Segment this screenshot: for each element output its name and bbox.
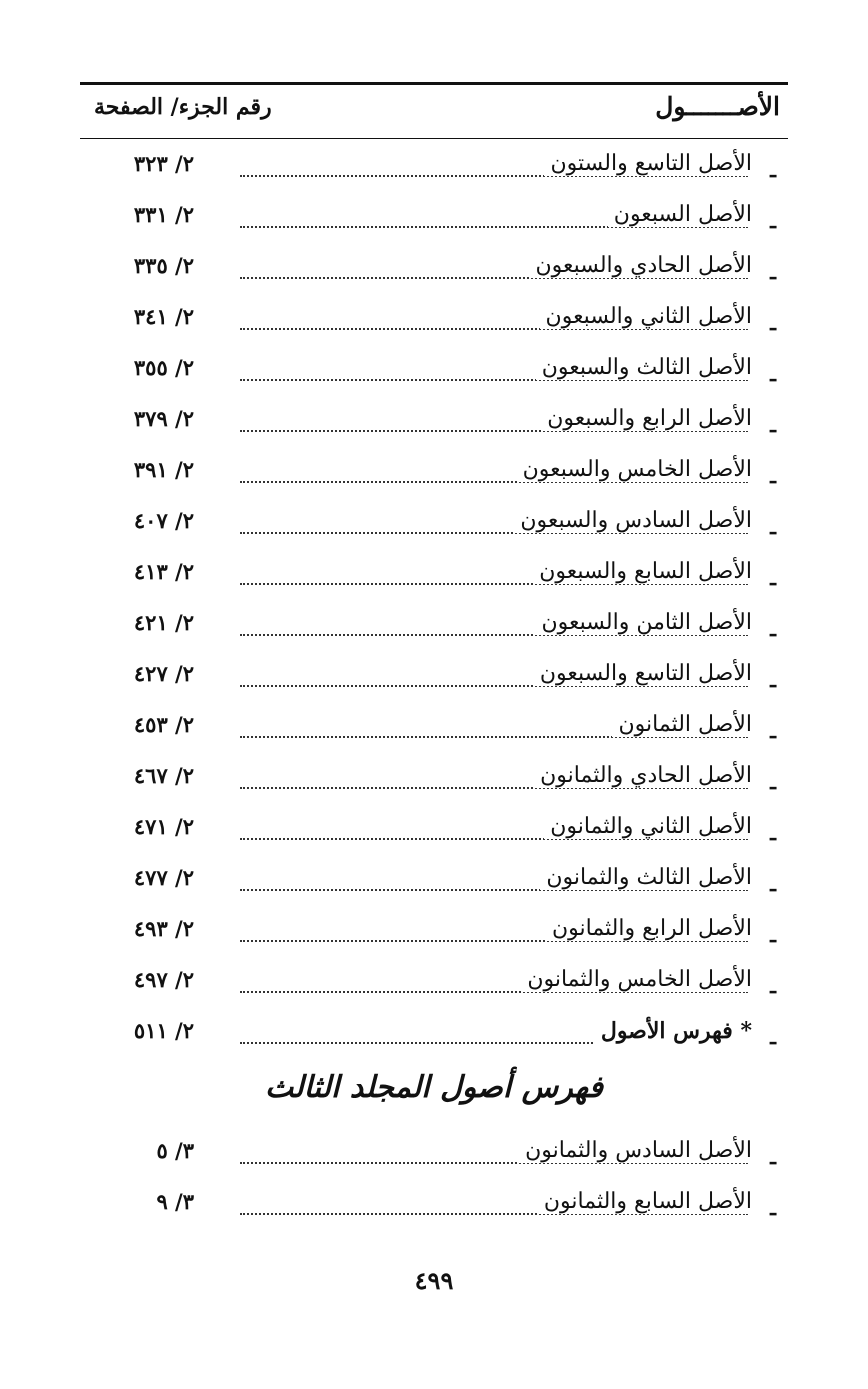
entry-volume-page: ٢/ ٤٥٣ [133, 712, 194, 737]
entry-bullet: ـ [770, 770, 776, 794]
entry-bullet: ـ [770, 1145, 776, 1169]
entry-volume-page: ٢/ ٤١٣ [133, 559, 194, 584]
entry-title: الأصل الثاني والسبعون [540, 304, 752, 329]
entry-volume-page: ٢/ ٣٤١ [133, 304, 194, 329]
section-heading-volume-3: فهرس أصول المجلد الثالث [265, 1070, 603, 1105]
entry-volume-page: ٢/ ٣٥٥ [133, 355, 194, 380]
column-header-principles: الأصـــــــول [655, 92, 780, 121]
entry-bullet: ـ [770, 311, 776, 335]
column-header-volume-page: رقم الجزء/ الصفحة [94, 94, 272, 120]
entry-bullet: ـ [770, 821, 776, 845]
entry-volume-page: ٢/ ٤٢١ [133, 610, 194, 635]
index-entry [80, 808, 788, 859]
entry-volume-page: ٢/ ٣٢٣ [133, 151, 194, 176]
entry-title: الأصل الرابع والثمانون [546, 916, 752, 941]
index-entry [80, 910, 788, 961]
entry-title: الأصل الثاني والثمانون [544, 814, 752, 839]
entry-volume-page: ٢/ ٤٢٧ [133, 661, 194, 686]
entry-title: الأصل السابع والثمانون [538, 1189, 752, 1214]
index-entry [80, 349, 788, 400]
index-entry [80, 604, 788, 655]
index-entry [80, 196, 788, 247]
entry-volume-page: ٢/ ٤٠٧ [133, 508, 194, 533]
entry-title: الأصل الثامن والسبعون [535, 610, 752, 635]
entry-volume-page: ٢/ ٤٦٧ [133, 763, 194, 788]
entry-bullet: ـ [770, 1025, 776, 1049]
entry-title: الأصل الحادي والثمانون [534, 763, 752, 788]
entry-title: الأصل الحادي والسبعون [529, 253, 752, 278]
entry-bullet: ـ [770, 413, 776, 437]
entry-bullet: ـ [770, 260, 776, 284]
entry-bullet: ـ [770, 668, 776, 692]
header-rule [80, 138, 788, 139]
entry-bullet: ـ [770, 566, 776, 590]
index-entry [80, 298, 788, 349]
index-list-volume-3 [80, 1132, 788, 1234]
entry-bullet: ـ [770, 719, 776, 743]
entry-bullet: ـ [770, 362, 776, 386]
entry-title: الأصل السابع والسبعون [533, 559, 752, 584]
index-entry [80, 961, 788, 1012]
index-entry [80, 247, 788, 298]
entry-bullet: ـ [770, 1196, 776, 1220]
entry-title: الأصل الرابع والسبعون [541, 406, 752, 431]
index-entry [80, 145, 788, 196]
top-rule [80, 82, 788, 85]
entry-volume-page: ٢/ ٤٧٧ [133, 865, 194, 890]
entry-title: الأصل التاسع والسبعون [534, 661, 752, 686]
entry-title: الأصل الخامس والثمانون [521, 967, 752, 992]
entry-title: الأصل السادس والثمانون [519, 1138, 752, 1163]
entry-volume-page: ٢/ ٣٣١ [133, 202, 194, 227]
entry-volume-page: ٢/ ٤٩٧ [133, 967, 194, 992]
entry-bullet: ـ [770, 158, 776, 182]
index-entry [80, 1132, 788, 1183]
entry-bullet: ـ [770, 464, 776, 488]
index-entry [80, 400, 788, 451]
entry-volume-page: ٢/ ٣٣٥ [133, 253, 194, 278]
entry-volume-page: ٢/ ٤٩٣ [133, 916, 194, 941]
entry-bullet: ـ [770, 923, 776, 947]
entry-title: الأصل التاسع والستون [544, 151, 752, 176]
index-entry [80, 859, 788, 910]
page-number: ٤٩٩ [414, 1266, 454, 1295]
index-entry [80, 706, 788, 757]
entry-volume-page: ٢/ ٣٩١ [133, 457, 194, 482]
entry-title: الأصل الخامس والسبعون [517, 457, 752, 482]
entry-title: الأصل السادس والسبعون [514, 508, 752, 533]
entry-bullet: ـ [770, 974, 776, 998]
index-entry [80, 502, 788, 553]
index-list-volume-2 [80, 145, 788, 1063]
entry-volume-page: ٣/ ٩ [156, 1189, 194, 1214]
index-entry [80, 1012, 788, 1063]
entry-title: الأصل الثالث والثمانون [540, 865, 752, 890]
entry-volume-page: ٢/ ٤٧١ [133, 814, 194, 839]
entry-bullet: ـ [770, 209, 776, 233]
entry-volume-page: ٢/ ٣٧٩ [133, 406, 194, 431]
index-entry [80, 655, 788, 706]
entry-title: الأصل الثالث والسبعون [536, 355, 752, 380]
entry-title: * فهرس الأصول [595, 1018, 752, 1044]
entry-title: الأصل السبعون [608, 202, 752, 227]
index-entry [80, 553, 788, 604]
index-entry [80, 1183, 788, 1234]
index-entry [80, 451, 788, 502]
index-entry [80, 757, 788, 808]
entry-bullet: ـ [770, 872, 776, 896]
entry-volume-page: ٢/ ٥١١ [133, 1018, 194, 1043]
entry-title: الأصل الثمانون [612, 712, 752, 737]
entry-bullet: ـ [770, 617, 776, 641]
entry-volume-page: ٣/ ٥ [156, 1138, 194, 1163]
entry-bullet: ـ [770, 515, 776, 539]
